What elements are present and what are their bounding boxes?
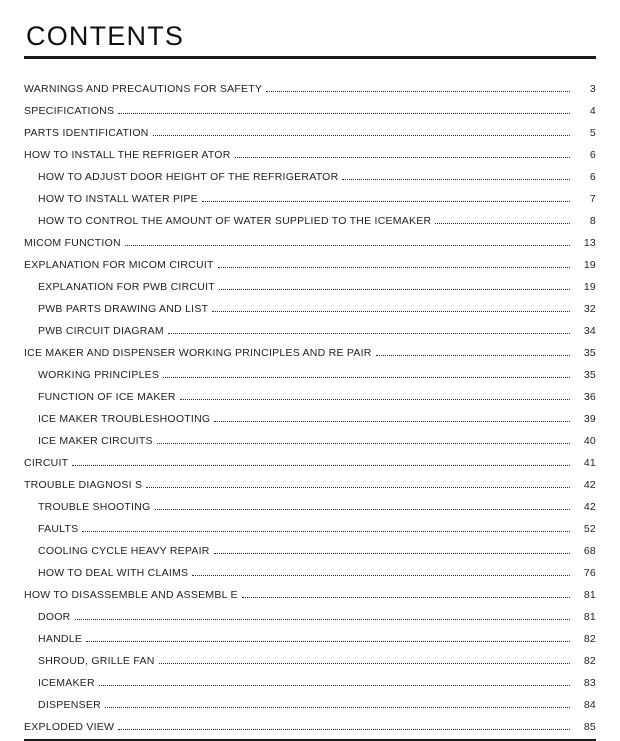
toc-entry-label: HOW TO ADJUST DOOR HEIGHT OF THE REFRIGERATOR (38, 170, 339, 183)
toc-leader-dots (118, 728, 570, 730)
toc-entry-page: 85 (583, 720, 596, 733)
toc-entry[interactable] (24, 491, 596, 513)
toc-entry-label: FAULTS (38, 522, 79, 535)
toc-leader-dots (214, 420, 570, 422)
toc-entry[interactable] (24, 227, 596, 249)
toc-leader-dots (212, 310, 570, 312)
toc-entry-page: 41 (583, 456, 596, 469)
toc-entry[interactable] (24, 315, 596, 337)
toc-entry-label: SHROUD, GRILLE FAN (38, 654, 155, 667)
toc-leader-dots (180, 398, 570, 400)
toc-entry-label: EXPLODED VIEW (24, 720, 115, 733)
toc-leader-dots (86, 640, 570, 642)
toc-entry[interactable] (24, 117, 596, 139)
toc-entry-page: 52 (583, 522, 596, 535)
toc-entry-label: WARNINGS AND PRECAUTIONS FOR SAFETY (24, 82, 263, 95)
toc-entry[interactable] (24, 557, 596, 579)
toc-entry[interactable] (24, 337, 596, 359)
toc-leader-dots (105, 706, 570, 708)
toc-leader-dots (153, 134, 570, 136)
toc-entry[interactable] (24, 645, 596, 667)
toc-entry-page: 8 (589, 214, 596, 227)
toc-leader-dots (266, 90, 570, 92)
toc-entry-page: 81 (583, 588, 596, 601)
toc-entry[interactable] (24, 469, 596, 491)
toc-leader-dots (146, 486, 570, 488)
toc-entry[interactable] (24, 425, 596, 447)
toc-entry[interactable] (24, 73, 596, 95)
toc-entry-label: ICEMAKER (38, 676, 95, 689)
toc-entry-page: 82 (583, 632, 596, 645)
toc-leader-dots (75, 618, 571, 620)
page-title: CONTENTS (26, 21, 185, 51)
toc-leader-dots (242, 596, 570, 598)
toc-leader-dots (155, 508, 570, 510)
toc-entry-page: 5 (589, 126, 596, 139)
toc-entry-label: FUNCTION OF ICE MAKER (38, 390, 176, 403)
toc-entry-label: HOW TO INSTALL WATER PIPE (38, 192, 198, 205)
toc-entry-page: 4 (589, 104, 596, 117)
toc-entry-label: ICE MAKER CIRCUITS (38, 434, 153, 447)
toc-entry-label: DOOR (38, 610, 71, 623)
toc-entry[interactable] (24, 513, 596, 535)
toc-leader-dots (376, 354, 570, 356)
toc-entry-page: 36 (583, 390, 596, 403)
toc-entry-page: 35 (583, 346, 596, 359)
toc-entry[interactable] (24, 623, 596, 645)
toc-entry-page: 42 (583, 500, 596, 513)
toc-entry-label: MICOM FUNCTION (24, 236, 121, 249)
toc-entry-label: TROUBLE SHOOTING (38, 500, 151, 513)
toc-entry-page: 19 (583, 258, 596, 271)
toc-entry-label: DISPENSER (38, 698, 101, 711)
toc-leader-dots (118, 112, 570, 114)
toc-leader-dots (218, 266, 570, 268)
toc-entry[interactable] (24, 535, 596, 557)
toc-entry[interactable] (24, 183, 596, 205)
toc-leader-dots (202, 200, 570, 202)
toc-entry[interactable] (24, 711, 596, 733)
toc-leader-dots (219, 288, 570, 290)
toc-entry[interactable] (24, 579, 596, 601)
toc-entry-page: 32 (583, 302, 596, 315)
toc-entry[interactable] (24, 293, 596, 315)
toc-entry-label: EXPLANATION FOR MICOM CIRCUIT (24, 258, 214, 271)
toc-entry-page: 42 (583, 478, 596, 491)
toc-entry-label: ICE MAKER AND DISPENSER WORKING PRINCIPLES AND RE PAIR (24, 346, 372, 359)
toc-entry-label: HOW TO DEAL WITH CLAIMS (38, 566, 189, 579)
toc-leader-dots (82, 530, 570, 532)
toc-entry-label: SPECIFICATIONS (24, 104, 115, 117)
toc-entry-label: HOW TO INSTALL THE REFRIGER ATOR (24, 148, 231, 161)
toc-entry-label: WORKING PRINCIPLES (38, 368, 160, 381)
toc-entry[interactable] (24, 161, 596, 183)
toc-entry[interactable] (24, 249, 596, 271)
toc-entry-label: TROUBLE DIAGNOSI S (24, 478, 143, 491)
toc-entry-page: 19 (583, 280, 596, 293)
toc-entry-label: HOW TO CONTROL THE AMOUNT OF WATER SUPPLIED TO THE ICEMAKER (38, 214, 432, 227)
toc-leader-dots (214, 552, 570, 554)
toc-leader-dots (99, 684, 570, 686)
toc-leader-dots (72, 464, 570, 466)
toc-entry-page: 35 (583, 368, 596, 381)
toc-entry[interactable] (24, 205, 596, 227)
toc-entry-label: PWB PARTS DRAWING AND LIST (38, 302, 209, 315)
toc-entry-label: PWB CIRCUIT DIAGRAM (38, 324, 164, 337)
toc-leader-dots (157, 442, 570, 444)
toc-entry-page: 39 (583, 412, 596, 425)
toc-entry-label: ICE MAKER TROUBLESHOOTING (38, 412, 211, 425)
toc-entry-label: EXPLANATION FOR PWB CIRCUIT (38, 280, 215, 293)
toc-leader-dots (125, 244, 570, 246)
toc-entry-page: 3 (589, 82, 596, 95)
toc-entry-label: HOW TO DISASSEMBLE AND ASSEMBL E (24, 588, 238, 601)
toc-entry-label: COOLING CYCLE HEAVY REPAIR (38, 544, 210, 557)
table-of-contents (24, 73, 596, 733)
toc-entry-page: 81 (583, 610, 596, 623)
toc-leader-dots (342, 178, 570, 180)
toc-leader-dots (159, 662, 570, 664)
title-divider (24, 56, 596, 59)
toc-entry-page: 13 (583, 236, 596, 249)
toc-entry[interactable] (24, 667, 596, 689)
toc-entry[interactable] (24, 95, 596, 117)
toc-entry[interactable] (24, 139, 596, 161)
toc-leader-dots (168, 332, 570, 334)
toc-entry[interactable] (24, 689, 596, 711)
toc-entry[interactable] (24, 271, 596, 293)
toc-entry[interactable] (24, 447, 596, 469)
toc-entry[interactable] (24, 359, 596, 381)
toc-entry-page: 84 (583, 698, 596, 711)
toc-entry-label: PARTS IDENTIFICATION (24, 126, 149, 139)
toc-leader-dots (235, 156, 570, 158)
toc-entry-page: 6 (589, 170, 596, 183)
toc-entry-page: 76 (583, 566, 596, 579)
toc-entry-page: 82 (583, 654, 596, 667)
toc-entry-page: 83 (583, 676, 596, 689)
toc-entry-label: CIRCUIT (24, 456, 69, 469)
toc-entry[interactable] (24, 403, 596, 425)
toc-entry[interactable] (24, 601, 596, 623)
toc-leader-dots (435, 222, 570, 224)
toc-entry-page: 68 (583, 544, 596, 557)
toc-entry-page: 7 (589, 192, 596, 205)
toc-entry-page: 34 (583, 324, 596, 337)
toc-entry-page: 6 (589, 148, 596, 161)
toc-leader-dots (163, 376, 570, 378)
toc-leader-dots (192, 574, 570, 576)
toc-entry-label: HANDLE (38, 632, 83, 645)
toc-entry[interactable] (24, 381, 596, 403)
toc-entry-page: 40 (583, 434, 596, 447)
